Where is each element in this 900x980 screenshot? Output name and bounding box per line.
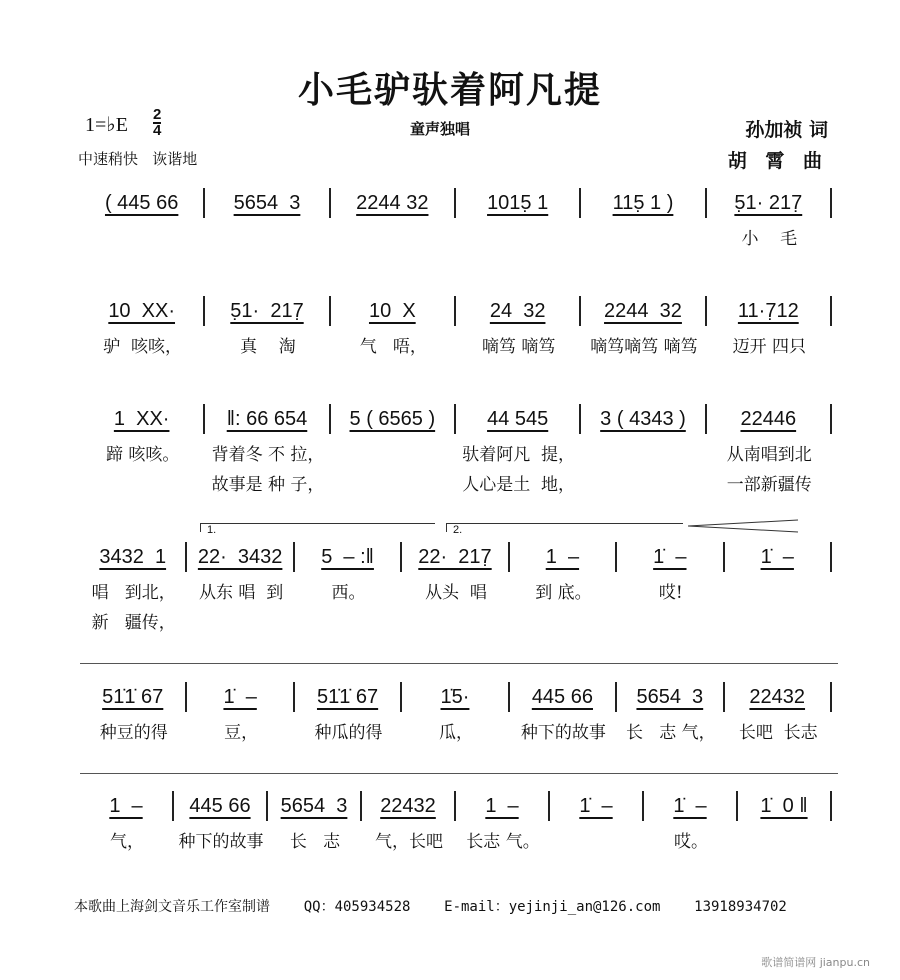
- measure: 1̇ –: [617, 542, 724, 572]
- lyrics-line: [80, 440, 832, 464]
- lyric-segment: 气，: [110, 832, 144, 852]
- lyric-segment: 新 疆传，: [91, 613, 176, 633]
- lyric-segment: 长志 气。: [466, 832, 540, 852]
- lyrics-line: [80, 608, 832, 632]
- lyric-segment: [510, 608, 617, 632]
- measure: 2244 32: [331, 188, 456, 218]
- measure: 1 XX·: [80, 404, 205, 434]
- lyric-segment: [738, 827, 832, 851]
- measure: 44 545: [456, 404, 581, 434]
- lyric-segment: [581, 224, 706, 248]
- measure: 1̇ –: [725, 542, 832, 572]
- measure: ‖: 66 654: [205, 404, 330, 434]
- measure: 22· 3432: [187, 542, 294, 572]
- lyric-segment: 种下的故事: [520, 723, 606, 743]
- lyric-segment: 嘀笃嘀笃 嘀笃: [590, 337, 698, 357]
- lyric-segment: [331, 224, 456, 248]
- score-system: [80, 296, 832, 356]
- measure: 22446: [707, 404, 832, 434]
- lyric-segment: 故事是 种 子，: [211, 475, 325, 495]
- measure: 1̇5·: [402, 682, 509, 712]
- lyric-segment: [205, 224, 330, 248]
- lyricist: 孙加祯 词: [745, 119, 828, 141]
- volta-second-ending: 2.: [446, 523, 683, 532]
- score-system: [80, 791, 832, 851]
- score-system: [80, 404, 832, 494]
- lyrics-line: [80, 224, 832, 248]
- measure: 11·7̣12: [707, 296, 832, 326]
- lyric-segment: 真 淘: [240, 337, 296, 357]
- lyric-segment: [581, 440, 706, 464]
- measure: 1̇ –: [187, 682, 294, 712]
- lyric-segment: 一部新疆传: [726, 475, 812, 495]
- lyric-segment: [550, 827, 644, 851]
- notes-row: [80, 542, 832, 572]
- time-signature-bottom: 4: [153, 122, 162, 139]
- measure: 1 –: [456, 791, 550, 821]
- song-title: 小毛驴驮着阿凡提: [297, 69, 602, 111]
- lyric-segment: [80, 224, 205, 248]
- score-system: [80, 682, 832, 742]
- measure: 3 ( 4343 ): [581, 404, 706, 434]
- lyric-segment: 蹄 咳咳。: [105, 445, 180, 465]
- lyric-segment: 人心是土 地，: [462, 475, 576, 495]
- measure: 5654 3: [205, 188, 330, 218]
- measure: 51̇1̇ 67: [295, 682, 402, 712]
- measure: 5̣1· 217̣: [205, 296, 330, 326]
- volta-first-ending: 1.: [200, 523, 435, 532]
- measure: 115̣ 1 ): [581, 188, 706, 218]
- measure: 1015̣ 1: [456, 188, 581, 218]
- lyric-segment: [581, 470, 706, 494]
- score-system: [80, 188, 832, 248]
- lyric-segment: 驮着阿凡 提，: [462, 445, 576, 465]
- lyric-segment: [456, 224, 581, 248]
- measure: 1 –: [510, 542, 617, 572]
- measure: 5654 3: [268, 791, 362, 821]
- lyric-segment: 种下的故事: [178, 832, 264, 852]
- lyric-segment: [725, 608, 832, 632]
- notes-row: [80, 188, 832, 218]
- lyric-segment: 唱 到北，: [91, 583, 176, 603]
- lyric-segment: 哎!: [658, 583, 683, 603]
- measure: 1̇ –: [550, 791, 644, 821]
- composer: 胡 霄 曲: [727, 150, 828, 172]
- measure: 1̇ 0 ‖: [738, 791, 832, 821]
- lyric-segment: 豆，: [224, 723, 259, 743]
- measure: 10 X: [331, 296, 456, 326]
- lyric-segment: [295, 608, 402, 632]
- lyrics-line: [80, 827, 832, 851]
- lyric-segment: 瓜，: [438, 723, 473, 743]
- lyric-segment: [331, 470, 456, 494]
- divider-line: [80, 663, 838, 664]
- footer-credits: 本歌曲上海剑文音乐工作室制谱 QQ：405934528 E-mail：yejinji_an@126.com 13918934702: [74, 899, 787, 915]
- measure: 22432: [362, 791, 456, 821]
- measure: 3432 1: [80, 542, 187, 572]
- lyrics-line: [80, 718, 832, 742]
- lyric-segment: 种瓜的得: [314, 723, 383, 743]
- lyric-segment: [187, 608, 294, 632]
- crescendo-mark: [688, 518, 808, 534]
- lyric-segment: [80, 470, 205, 494]
- measure: 1 –: [80, 791, 174, 821]
- divider-line: [80, 773, 838, 774]
- lyric-segment: 哎。: [674, 832, 708, 852]
- lyric-segment: 迈开 四只: [732, 337, 806, 357]
- lyric-segment: 到 底。: [535, 583, 592, 603]
- tempo-marking: 中速稍快 诙谐地: [78, 150, 198, 168]
- score-system: [80, 542, 832, 632]
- watermark-logo: 歌谱简谱网 jianpu.cn: [761, 956, 870, 969]
- key-signature: 1=♭E: [85, 114, 128, 136]
- measure: 5654 3: [617, 682, 724, 712]
- lyric-segment: 长 志 气，: [626, 723, 716, 743]
- measure: 445 66: [174, 791, 268, 821]
- lyric-segment: 驴 咳咳，: [103, 337, 183, 357]
- lyric-segment: 嘀笃 嘀笃: [481, 337, 556, 357]
- lyrics-line: [80, 470, 832, 494]
- lyric-segment: 从头 唱: [425, 583, 487, 603]
- lyrics-line: [80, 578, 832, 602]
- lyric-segment: [725, 578, 832, 602]
- notes-row: [80, 296, 832, 326]
- lyric-segment: 从东 唱 到: [199, 583, 284, 603]
- measure: 24 32: [456, 296, 581, 326]
- lyric-segment: 长 志: [289, 832, 341, 852]
- lyric-segment: [331, 440, 456, 464]
- measure: 51̇1̇ 67: [80, 682, 187, 712]
- lyric-segment: 气 唔，: [359, 337, 427, 357]
- lyric-segment: 从南唱到北: [726, 445, 812, 465]
- measure: ( 445 66: [80, 188, 205, 218]
- measure: 22· 217̣: [402, 542, 509, 572]
- notes-row: [80, 682, 832, 712]
- measure: 5 ( 6565 ): [331, 404, 456, 434]
- lyric-segment: 西。: [331, 583, 366, 603]
- lyric-segment: 种豆的得: [99, 723, 168, 743]
- lyrics-line: [80, 332, 832, 356]
- lyric-segment: 长吧 长志: [738, 723, 818, 743]
- measure: 5 – :‖: [295, 542, 402, 572]
- measure: 10 XX·: [80, 296, 205, 326]
- lyric-segment: [402, 608, 509, 632]
- measure: 5̣1· 217̣: [707, 188, 832, 218]
- measure: 1̇ –: [644, 791, 738, 821]
- lyric-segment: [617, 608, 724, 632]
- measure: 22432: [725, 682, 832, 712]
- performance-type: 童声独唱: [410, 120, 471, 138]
- measure: 445 66: [510, 682, 617, 712]
- lyric-segment: 小 毛: [741, 229, 798, 249]
- notes-row: [80, 404, 832, 434]
- time-signature-top: 2: [153, 106, 162, 123]
- lyric-segment: 背着冬 不 拉，: [211, 445, 325, 465]
- time-signature: [153, 108, 161, 138]
- notes-row: [80, 791, 832, 821]
- measure: 2244 32: [581, 296, 706, 326]
- lyric-segment: 气，长吧: [375, 832, 443, 852]
